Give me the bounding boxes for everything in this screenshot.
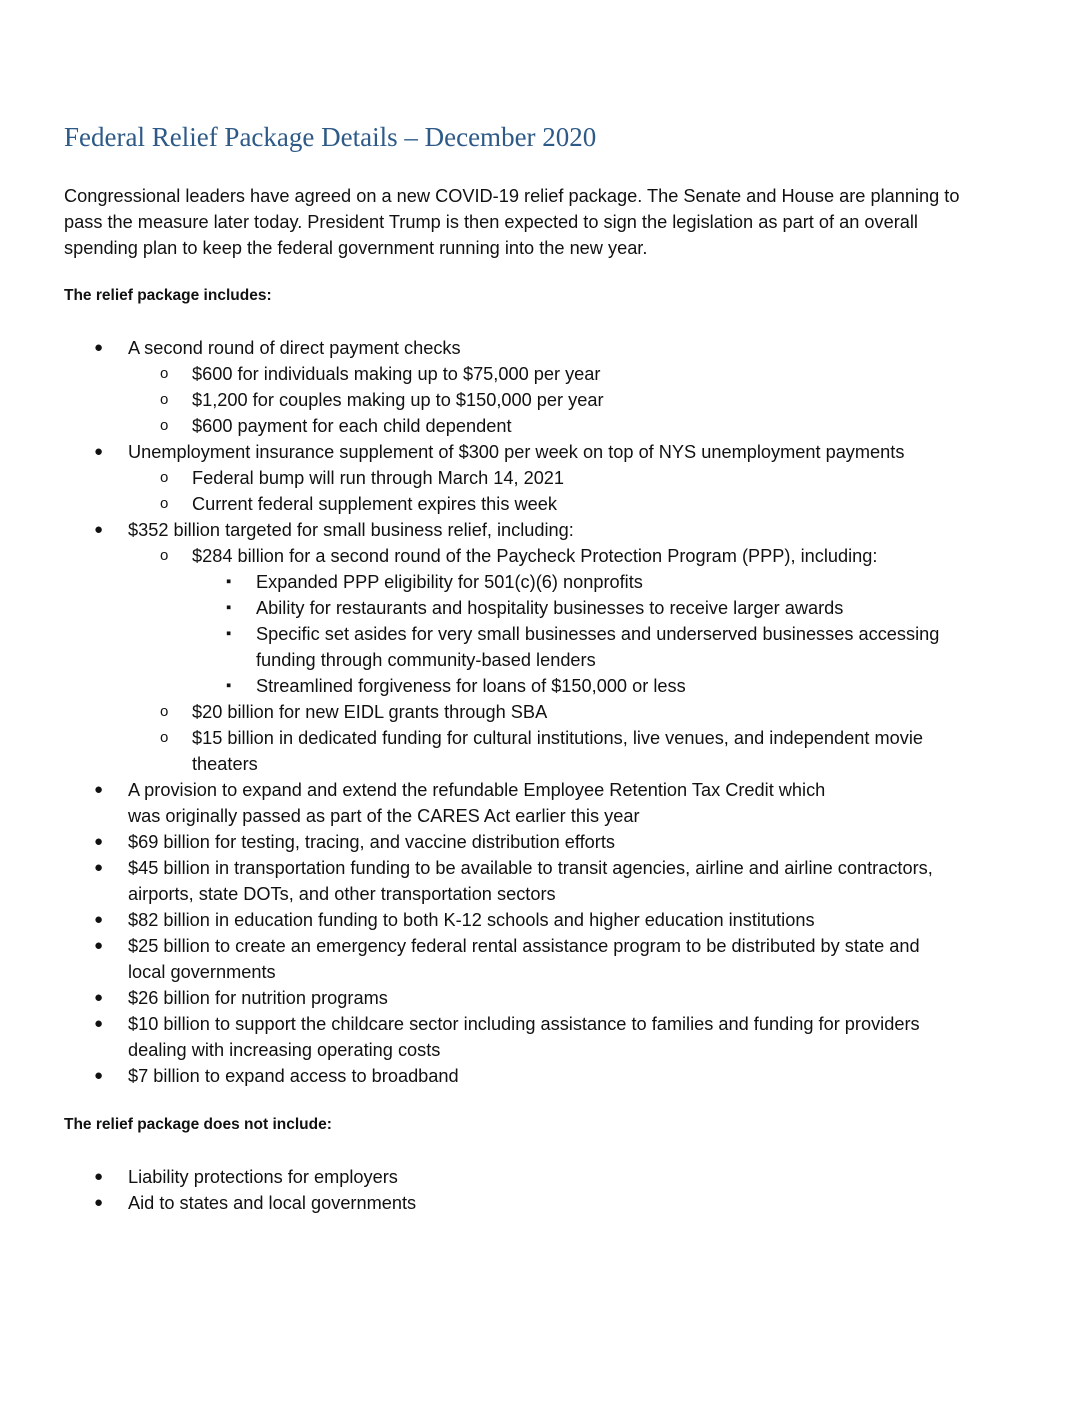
list-item [0,1164,1060,1190]
list-item-text [256,595,1060,621]
bullet-marker: ● [94,1015,104,1032]
list-item-line: A second round of direct payment checks [128,338,461,358]
list-item [0,673,1060,699]
list-item-line: $82 billion in education funding to both K-12 schools and higher education institutions [128,910,815,930]
bullet-marker: o [160,391,169,408]
list-item-text [192,543,1060,569]
intro-paragraph [64,183,1024,261]
list-item [0,777,1060,829]
excludes-list [0,1164,1060,1216]
list-item-line: A provision to expand and extend the refundable Employee Retention Tax Credit which [128,780,826,800]
list-item [0,335,1060,361]
list-item-text [128,1190,1060,1216]
bullet-marker: ● [94,339,104,356]
list-item-text [192,387,1060,413]
list-item-text [128,933,1060,985]
list-item-line: $284 billion for a second round of the Paycheck Protection Program (PPP), including: [192,546,878,566]
list-item-text [192,465,1060,491]
list-item [0,907,1060,933]
list-item-text [128,439,1060,465]
list-item [0,517,1060,543]
list-item-text [256,621,1060,673]
bullet-marker: ● [94,521,104,538]
bullet-marker: ● [94,1067,104,1084]
bullet-marker: ▪ [226,677,232,694]
list-item [0,491,1060,517]
bullet-marker: o [160,703,169,720]
bullet-marker: ● [94,989,104,1006]
list-item-line: funding through community-based lenders [256,650,596,670]
list-item [0,1063,1060,1089]
list-item-line: Aid to states and local governments [128,1193,417,1213]
list-item-line: theaters [192,754,258,774]
list-item-line: $45 billion in transportation funding to be available to transit agencies, airline and airline contractors, [128,858,933,878]
list-item-text [128,777,1060,829]
list-item [0,387,1060,413]
bullet-marker: ● [94,937,104,954]
list-item-line: Unemployment insurance supplement of $300 per week on top of NYS unemployment payments [128,442,905,462]
list-item [0,439,1060,465]
bullet-marker: ● [94,911,104,928]
bullet-marker: ▪ [226,573,232,590]
list-item-text [256,569,1060,595]
list-item-line: local governments [128,962,276,982]
list-item-text [192,491,1060,517]
document-title: Federal Relief Package Details – December 2020 [64,122,597,152]
includes-heading: The relief package includes: [64,287,272,304]
list-item-text [128,907,1060,933]
bullet-marker: o [160,729,169,746]
list-item [0,361,1060,387]
bullet-marker: ▪ [226,625,232,642]
list-item-line: dealing with increasing operating costs [128,1040,441,1060]
list-item-text [192,413,1060,439]
list-item [0,621,1060,673]
list-item-text [192,361,1060,387]
list-item [0,699,1060,725]
list-item-text [128,855,1060,907]
bullet-marker: ● [94,859,104,876]
list-item-line: $352 billion targeted for small business relief, including: [128,520,574,540]
intro-line: Congressional leaders have agreed on a new COVID-19 relief package. The Senate and House are planning to [64,186,960,206]
bullet-marker: o [160,417,169,434]
bullet-marker: ● [94,1168,104,1185]
bullet-marker: ● [94,781,104,798]
list-item-line: $25 billion to create an emergency federal rental assistance program to be distributed by state and [128,936,920,956]
list-item-line: $20 billion for new EIDL grants through SBA [192,702,548,722]
list-item [0,569,1060,595]
list-item-line: Liability protections for employers [128,1167,398,1187]
list-item-text [128,829,1060,855]
list-item-line: airports, state DOTs, and other transportation sectors [128,884,556,904]
list-item-text [128,335,1060,361]
list-item-text [192,725,1060,777]
list-item-text [128,1011,1060,1063]
list-item [0,855,1060,907]
intro-line: pass the measure later today. President Trump is then expected to sign the legislation as part of an overall [64,212,918,232]
list-item-text [128,985,1060,1011]
excludes-heading: The relief package does not include: [64,1116,332,1133]
intro-line: spending plan to keep the federal government running into the new year. [64,238,648,258]
bullet-marker: ● [94,833,104,850]
bullet-marker: ▪ [226,599,232,616]
list-item-line: $26 billion for nutrition programs [128,988,388,1008]
bullet-marker: ● [94,443,104,460]
list-item [0,829,1060,855]
list-item-line: $15 billion in dedicated funding for cultural institutions, live venues, and independent movie [192,728,924,748]
list-item-line: Streamlined forgiveness for loans of $150,000 or less [256,676,686,696]
list-item [0,543,1060,569]
list-item-line: $10 billion to support the childcare sector including assistance to families and funding for providers [128,1014,920,1034]
list-item-line: Federal bump will run through March 14, 2021 [192,468,565,488]
list-item-line: $1,200 for couples making up to $150,000 per year [192,390,604,410]
list-item-text [128,517,1060,543]
list-item-text [256,673,1060,699]
list-item-text [128,1164,1060,1190]
bullet-marker: o [160,365,169,382]
list-item-line: $7 billion to expand access to broadband [128,1066,459,1086]
list-item-text [192,699,1060,725]
includes-list [0,335,1060,1089]
list-item-line: $600 for individuals making up to $75,000 per year [192,364,601,384]
list-item [0,1190,1060,1216]
list-item [0,933,1060,985]
list-item-line: Specific set asides for very small businesses and underserved businesses accessing [256,624,940,644]
bullet-marker: ● [94,1194,104,1211]
bullet-marker: o [160,547,169,564]
list-item-line: Expanded PPP eligibility for 501(c)(6) nonprofits [256,572,643,592]
list-item [0,1011,1060,1063]
list-item-line: was originally passed as part of the CARES Act earlier this year [128,806,640,826]
list-item-text [128,1063,1060,1089]
list-item [0,985,1060,1011]
list-item [0,465,1060,491]
list-item-line: Ability for restaurants and hospitality businesses to receive larger awards [256,598,844,618]
list-item [0,595,1060,621]
list-item [0,413,1060,439]
list-item-line: $69 billion for testing, tracing, and vaccine distribution efforts [128,832,615,852]
bullet-marker: o [160,495,169,512]
list-item-line: Current federal supplement expires this week [192,494,557,514]
list-item-line: $600 payment for each child dependent [192,416,512,436]
bullet-marker: o [160,469,169,486]
list-item [0,725,1060,777]
